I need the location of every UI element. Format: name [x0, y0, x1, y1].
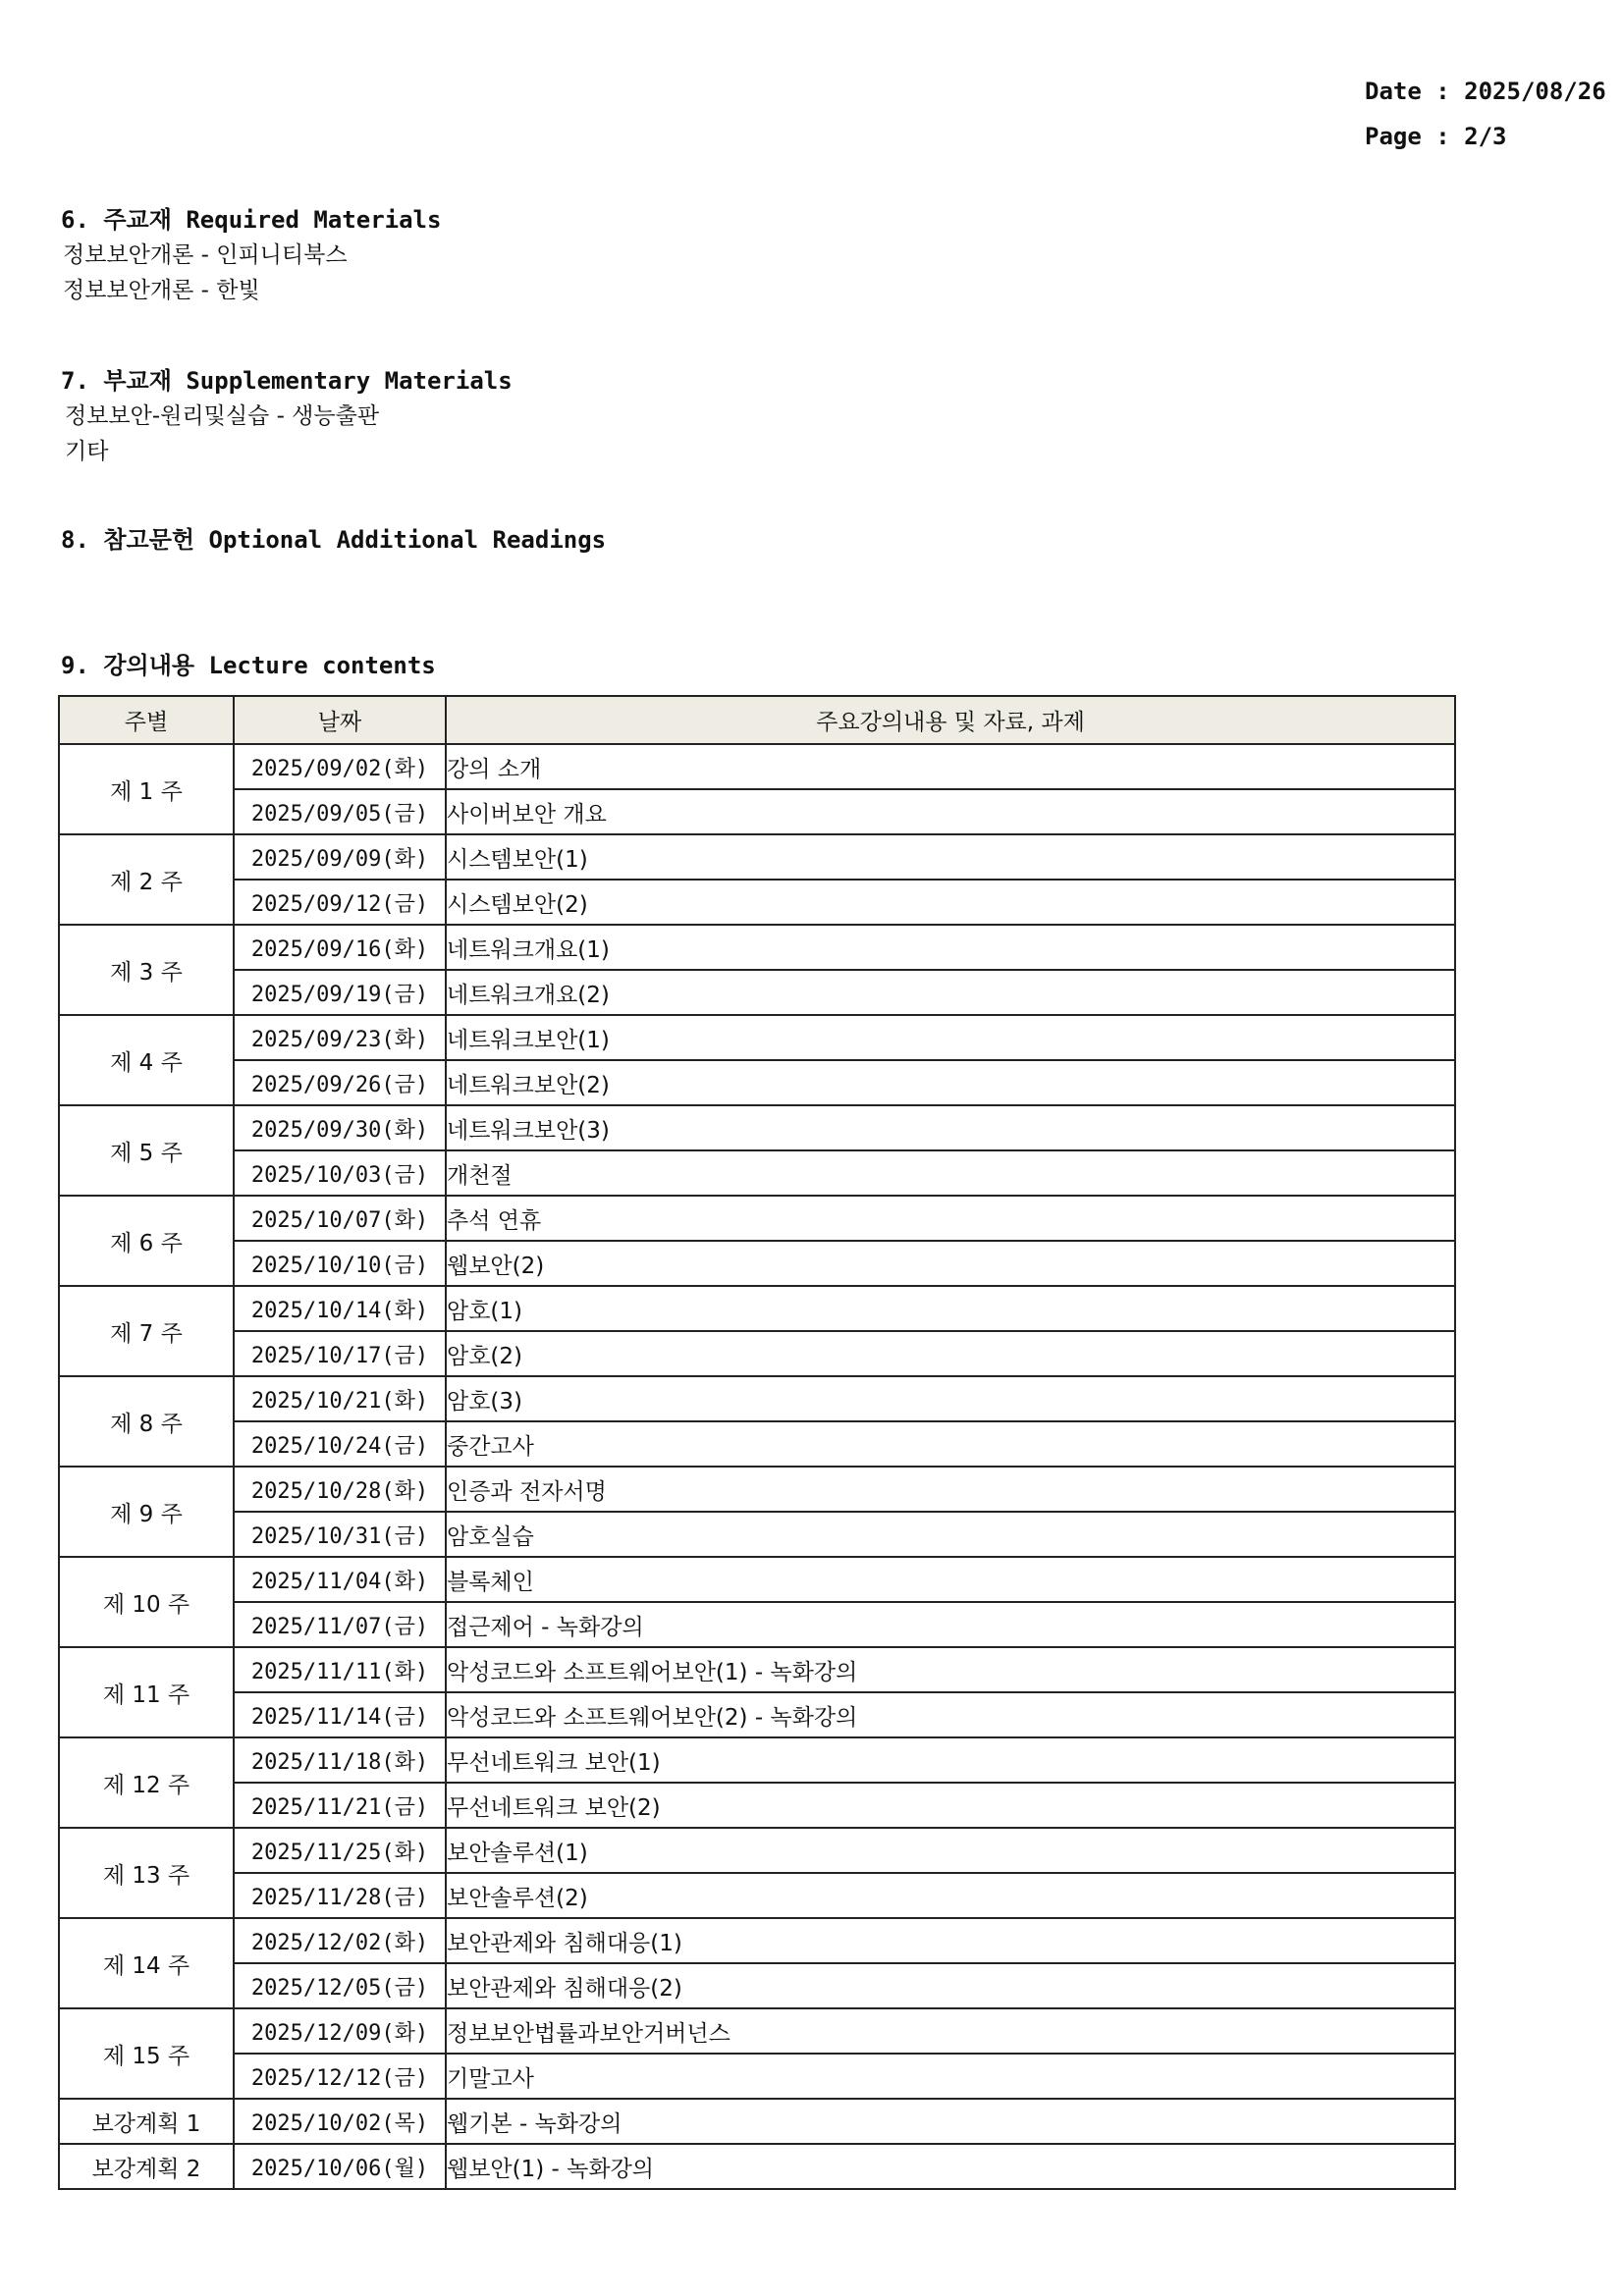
lecture-date: 2025/09/23(화) [234, 1015, 446, 1060]
lecture-date: 2025/09/16(화) [234, 925, 446, 970]
table-row [59, 1467, 1455, 1512]
material-item: 정보보안-원리및실습 - 생능출판 [65, 403, 380, 429]
lecture-content: 웹기본 - 녹화강의 [446, 2099, 1455, 2144]
table-row [59, 880, 1455, 925]
lecture-content: 무선네트워크 보안(1) [446, 1737, 1455, 1783]
section-supplementary-materials [61, 363, 513, 469]
week-label: 제 1 주 [59, 744, 234, 834]
lecture-date: 2025/11/14(금) [234, 1692, 446, 1737]
week-label: 제 2 주 [59, 834, 234, 925]
table-row [59, 1783, 1455, 1828]
week-label: 보강계획 2 [59, 2144, 234, 2189]
table-row [59, 1286, 1455, 1331]
lecture-date: 2025/12/02(화) [234, 1918, 446, 1963]
table-row [59, 1105, 1455, 1150]
lecture-date: 2025/10/14(화) [234, 1286, 446, 1331]
lecture-content: 네트워크개요(1) [446, 925, 1455, 970]
section-required-materials [61, 202, 441, 308]
week-label: 제 7 주 [59, 1286, 234, 1376]
lecture-date: 2025/12/09(화) [234, 2008, 446, 2054]
lecture-content: 사이버보안 개요 [446, 789, 1455, 834]
lecture-content: 웹보안(2) [446, 1241, 1455, 1286]
lecture-date: 2025/11/11(화) [234, 1647, 446, 1692]
lecture-content: 암호실습 [446, 1512, 1455, 1557]
document-header [1365, 69, 1606, 159]
lecture-date: 2025/12/12(금) [234, 2054, 446, 2099]
table-row [59, 1060, 1455, 1105]
lecture-content: 암호(1) [446, 1286, 1455, 1331]
lecture-content: 블록체인 [446, 1557, 1455, 1602]
week-label: 보강계획 1 [59, 2099, 234, 2144]
lecture-content: 추석 연휴 [446, 1196, 1455, 1241]
table-row [59, 1647, 1455, 1692]
column-header-content: 주요강의내용 및 자료, 과제 [446, 696, 1455, 744]
week-label: 제 6 주 [59, 1196, 234, 1286]
lecture-date: 2025/12/05(금) [234, 1963, 446, 2008]
table-row [59, 1421, 1455, 1467]
table-row [59, 1692, 1455, 1737]
lecture-date: 2025/11/07(금) [234, 1602, 446, 1647]
table-row [59, 1828, 1455, 1873]
week-label: 제 15 주 [59, 2008, 234, 2099]
lecture-content: 보안관제와 침해대응(1) [446, 1918, 1455, 1963]
lecture-content: 정보보안법률과보안거버넌스 [446, 2008, 1455, 2054]
week-label: 제 12 주 [59, 1737, 234, 1828]
lecture-date: 2025/11/25(화) [234, 1828, 446, 1873]
lecture-date: 2025/10/24(금) [234, 1421, 446, 1467]
week-label: 제 9 주 [59, 1467, 234, 1557]
lecture-content: 인증과 전자서명 [446, 1467, 1455, 1512]
lecture-content: 시스템보안(1) [446, 834, 1455, 880]
table-row [59, 834, 1455, 880]
lecture-date: 2025/09/09(화) [234, 834, 446, 880]
table-row [59, 970, 1455, 1015]
column-header-week: 주별 [59, 696, 234, 744]
section-title: 9. 강의내용 Lecture contents [61, 652, 436, 679]
table-row [59, 744, 1455, 789]
week-label: 제 5 주 [59, 1105, 234, 1196]
section-title: 8. 참고문헌 Optional Additional Readings [61, 526, 607, 554]
lecture-content: 네트워크보안(2) [446, 1060, 1455, 1105]
lecture-content: 무선네트워크 보안(2) [446, 1783, 1455, 1828]
week-label: 제 13 주 [59, 1828, 234, 1918]
lecture-date: 2025/10/06(월) [234, 2144, 446, 2189]
lecture-date: 2025/11/04(화) [234, 1557, 446, 1602]
lecture-date: 2025/09/12(금) [234, 880, 446, 925]
table-row [59, 1196, 1455, 1241]
lecture-content: 웹보안(1) - 녹화강의 [446, 2144, 1455, 2189]
column-header-date: 날짜 [234, 696, 446, 744]
lecture-date: 2025/10/31(금) [234, 1512, 446, 1557]
lecture-date: 2025/11/18(화) [234, 1737, 446, 1783]
table-row [59, 789, 1455, 834]
lecture-date: 2025/11/28(금) [234, 1873, 446, 1918]
material-item: 정보보안개론 - 인피니티북스 [63, 242, 348, 268]
lecture-date: 2025/10/03(금) [234, 1150, 446, 1196]
table-row [59, 1963, 1455, 2008]
table-row [59, 1241, 1455, 1286]
lecture-content: 개천절 [446, 1150, 1455, 1196]
week-label: 제 14 주 [59, 1918, 234, 2008]
lecture-content: 네트워크보안(1) [446, 1015, 1455, 1060]
lecture-content: 보안관제와 침해대응(2) [446, 1963, 1455, 2008]
table-row [59, 1331, 1455, 1376]
lecture-content: 보안솔루션(2) [446, 1873, 1455, 1918]
lecture-date: 2025/10/17(금) [234, 1331, 446, 1376]
lecture-date: 2025/09/19(금) [234, 970, 446, 1015]
lecture-content: 중간고사 [446, 1421, 1455, 1467]
material-item: 기타 [65, 439, 109, 464]
lecture-date: 2025/10/07(화) [234, 1196, 446, 1241]
section-title: 6. 주교재 Required Materials [61, 206, 442, 234]
lecture-content: 접근제어 - 녹화강의 [446, 1602, 1455, 1647]
lecture-date: 2025/11/21(금) [234, 1783, 446, 1828]
table-row [59, 1376, 1455, 1421]
lecture-date: 2025/09/30(화) [234, 1105, 446, 1150]
lecture-date: 2025/10/02(목) [234, 2099, 446, 2144]
lecture-date: 2025/10/21(화) [234, 1376, 446, 1421]
table-row [59, 1150, 1455, 1196]
table-row [59, 1602, 1455, 1647]
section-optional-readings [61, 522, 606, 558]
table-row [59, 1015, 1455, 1060]
lecture-date: 2025/10/28(화) [234, 1467, 446, 1512]
table-row [59, 1512, 1455, 1557]
lecture-date: 2025/09/02(화) [234, 744, 446, 789]
lecture-content: 기말고사 [446, 2054, 1455, 2099]
table-row [59, 2144, 1455, 2189]
lecture-content: 시스템보안(2) [446, 880, 1455, 925]
week-label: 제 11 주 [59, 1647, 234, 1737]
section-lecture-contents [61, 648, 436, 683]
page-number: Page : 2/3 [1365, 123, 1507, 150]
lecture-content: 암호(3) [446, 1376, 1455, 1421]
lecture-content: 네트워크개요(2) [446, 970, 1455, 1015]
material-item: 정보보안개론 - 한빛 [63, 278, 260, 303]
section-title: 7. 부교재 Supplementary Materials [61, 367, 513, 395]
lecture-content: 악성코드와 소프트웨어보안(1) - 녹화강의 [446, 1647, 1455, 1692]
lecture-content: 암호(2) [446, 1331, 1455, 1376]
table-header-row [59, 696, 1455, 744]
week-label: 제 4 주 [59, 1015, 234, 1105]
lecture-content: 악성코드와 소프트웨어보안(2) - 녹화강의 [446, 1692, 1455, 1737]
lecture-table [58, 695, 1456, 2190]
table-row [59, 2054, 1455, 2099]
table-row [59, 1557, 1455, 1602]
lecture-date: 2025/10/10(금) [234, 1241, 446, 1286]
lecture-content: 보안솔루션(1) [446, 1828, 1455, 1873]
lecture-content: 네트워크보안(3) [446, 1105, 1455, 1150]
table-row [59, 1918, 1455, 1963]
table-row [59, 2099, 1455, 2144]
table-row [59, 1873, 1455, 1918]
lecture-content: 강의 소개 [446, 744, 1455, 789]
document-date: Date : 2025/08/26 [1365, 78, 1606, 105]
table-row [59, 2008, 1455, 2054]
lecture-date: 2025/09/26(금) [234, 1060, 446, 1105]
table-row [59, 925, 1455, 970]
lecture-date: 2025/09/05(금) [234, 789, 446, 834]
week-label: 제 8 주 [59, 1376, 234, 1467]
week-label: 제 10 주 [59, 1557, 234, 1647]
week-label: 제 3 주 [59, 925, 234, 1015]
table-row [59, 1737, 1455, 1783]
